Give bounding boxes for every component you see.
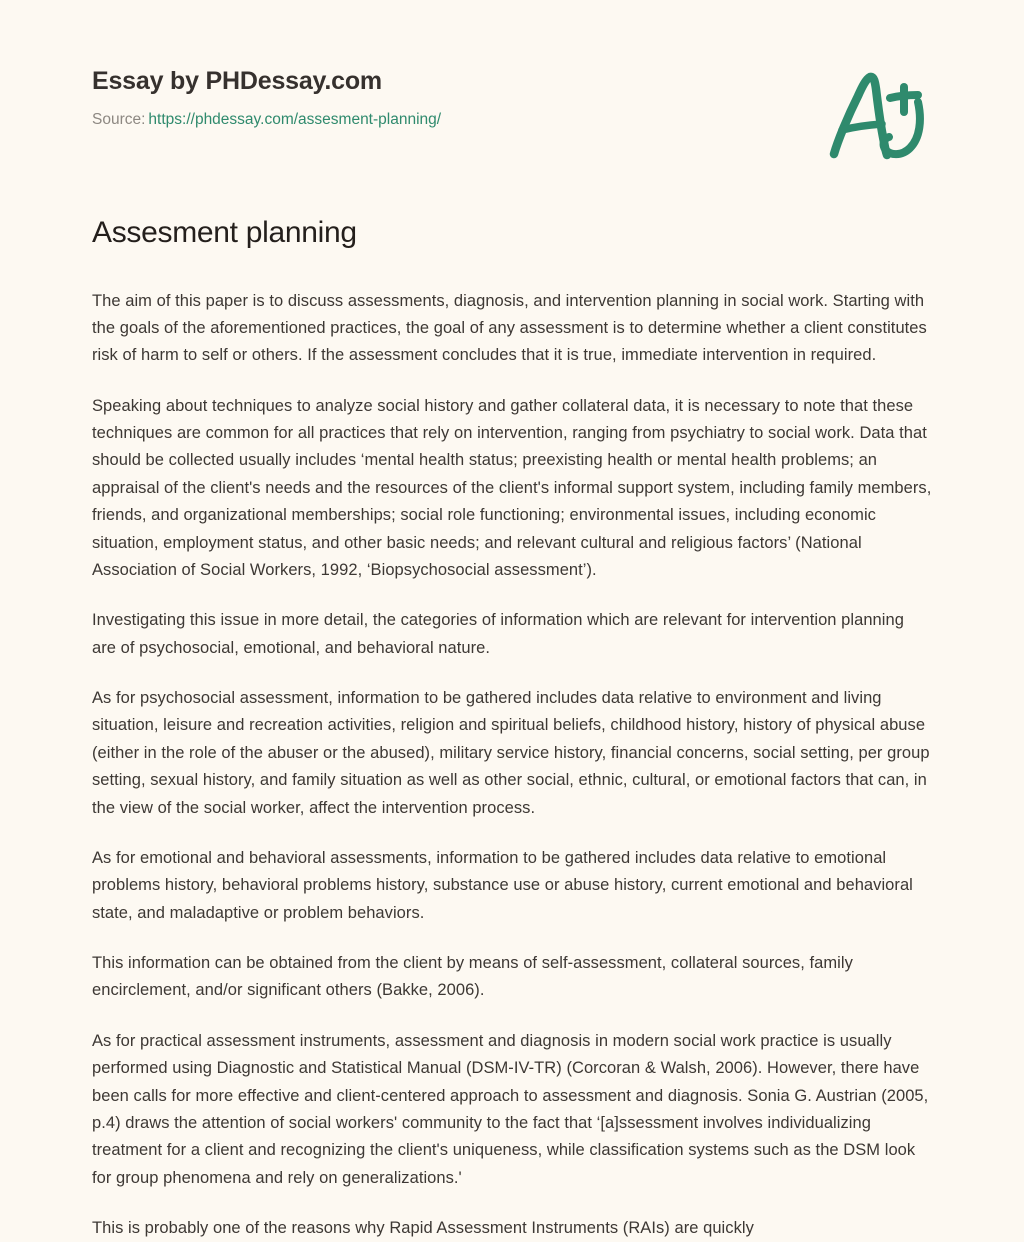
- page-title: Assesment planning: [92, 214, 932, 252]
- article-body: [92, 288, 932, 1242]
- paragraph: This information can be obtained from the client by means of self-assessment, collateral sources, family encirclement, and/or significant others (Bakke, 2006).: [92, 950, 932, 1005]
- paragraph: This is probably one of the reasons why Rapid Assessment Instruments (RAIs) are quickly: [92, 1215, 932, 1242]
- paragraph: As for emotional and behavioral assessments, information to be gathered includes data relative to emotional problems history, behavioral problems history, substance use or abuse history, current emotional and behavioral state, and maladaptive or problem behaviors.: [92, 845, 932, 927]
- source-url-link[interactable]: https://phdessay.com/assesment-planning/: [148, 111, 441, 128]
- paragraph: Investigating this issue in more detail, the categories of information which are relevant for intervention planning are of psychosocial, emotional, and behavioral nature.: [92, 607, 932, 662]
- paragraph: As for psychosocial assessment, information to be gathered includes data relative to environment and living situation, leisure and recreation activities, religion and spiritual beliefs, childhood history, history of physical abuse (either in the role of the abuser or the abused), military service history, financial concerns, social setting, per group setting, sexual history, and family situation as well as other social, ethnic, cultural, or emotional factors that can, in the view of the social worker, affect the intervention process.: [92, 685, 932, 822]
- source-label: Source:: [92, 111, 145, 128]
- document-header: [0, 0, 1024, 200]
- brand-title: Essay by PHDessay.com: [92, 66, 732, 96]
- paragraph: The aim of this paper is to discuss assessments, diagnosis, and intervention planning in social work. Starting with the goals of the aforementioned practices, the goal of any assessment is to determine whether a client constitutes risk of harm to self or others. If the assessment concludes that it is true, immediate intervention in required.: [92, 288, 932, 370]
- article: [92, 214, 932, 1242]
- aplus-logo-icon: [812, 62, 944, 170]
- source-line: [92, 110, 732, 131]
- brand-block: [92, 66, 732, 131]
- paragraph: As for practical assessment instruments, assessment and diagnosis in modern social work practice is usually performed using Diagnostic and Statistical Manual (DSM-IV-TR) (Corcoran & Walsh, 2006). However, there have been calls for more effective and client-centered approach to assessment and diagnosis. Sonia G. Austrian (2005, p.4) draws the attention of social workers' community to the fact that ‘[a]ssessment involves individualizing treatment for a client and recognizing the client's uniqueness, while classification systems such as the DSM look for group phenomena and rely on generalizations.': [92, 1028, 932, 1192]
- paragraph: Speaking about techniques to analyze social history and gather collateral data, it is necessary to note that these techniques are common for all practices that rely on intervention, ranging from psychiatry to social work. Data that should be collected usually includes ‘mental health status; preexisting health or mental health problems; an appraisal of the client's needs and the resources of the client's informal support system, including family members, friends, and organizational memberships; social role functioning; environmental issues, including economic situation, employment status, and other basic needs; and relevant cultural and religious factors’ (National Association of Social Workers, 1992, ‘Biopsychosocial assessment’).: [92, 393, 932, 585]
